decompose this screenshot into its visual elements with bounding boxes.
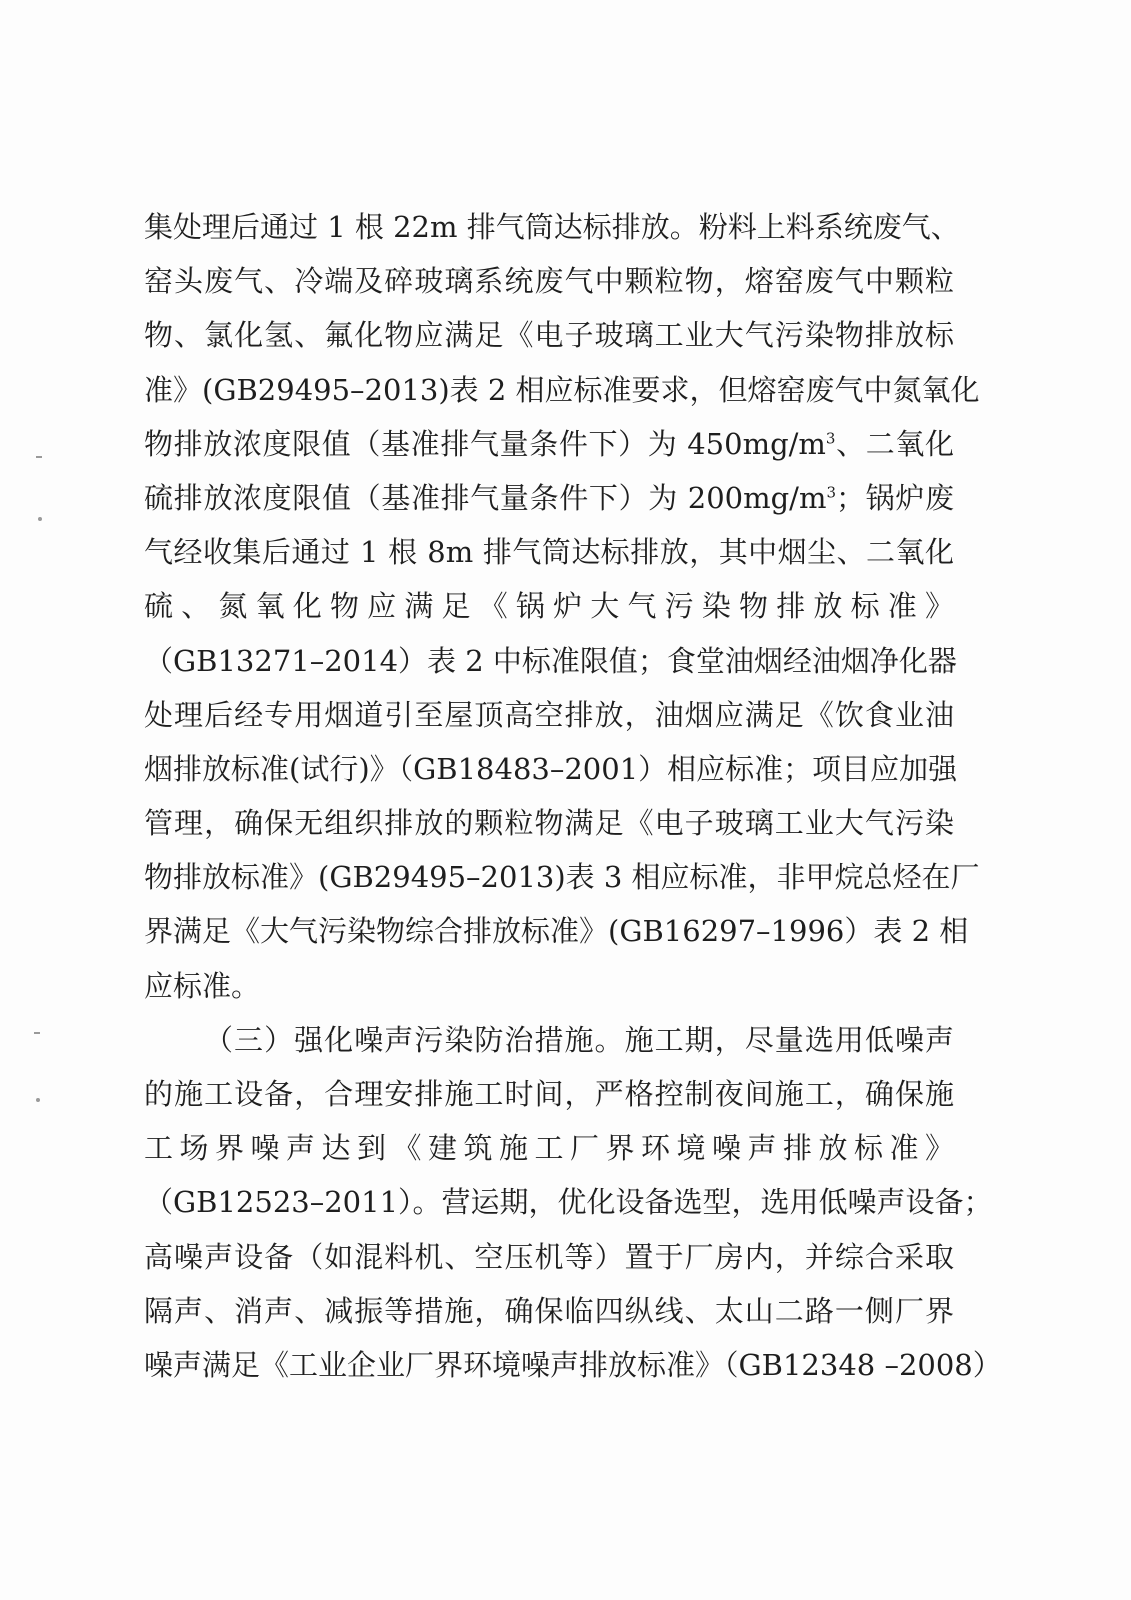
text-line: 的施工设备，合理安排施工时间，严格控制夜间施工，确保施 (144, 1077, 954, 1111)
text-line (144, 417, 954, 471)
text-line: 硫、氮氧化物应满足《锅炉大气污染物排放标准》 (144, 589, 954, 624)
paragraph-heading-line: （三）强化噪声污染防治措施。施工期，尽量选用低噪声 (204, 1022, 954, 1057)
text-line: （GB12523–2011）。营运期，优化设备选型，选用低噪声设备； (144, 1185, 993, 1220)
text-segment: 、二氧化 (835, 426, 954, 461)
text-line: 集处理后通过 1 根 22m 排气筒达标排放。粉料上料系统废气、 (144, 210, 960, 244)
text-segment: 硫排放浓度限值（基准排气量条件下）为 200mg/m (144, 480, 827, 515)
text-line: 烟排放标准(试行)》（GB18483–2001）相应标准；项目应加强 (144, 751, 958, 786)
superscript: 3 (826, 483, 837, 502)
text-line: 应标准。 (144, 968, 261, 1003)
body-text (144, 200, 1002, 1392)
text-line: 界满足《大气污染物综合排放标准》(GB16297–1996）表 2 相 (144, 914, 969, 949)
text-line: 窑头废气、冷端及碎玻璃系统废气中颗粒物，熔窑废气中颗粒 (144, 264, 954, 299)
text-line (144, 471, 954, 525)
text-line: 准》(GB29495–2013)表 2 相应标准要求，但熔窑废气中氮氧化 (144, 372, 980, 407)
scan-mark (36, 456, 42, 458)
text-segment: 物排放浓度限值（基准排气量条件下）为 450mg/m (144, 426, 826, 461)
text-line: 处理后经专用烟道引至屋顶高空排放，油烟应满足《饮食业油 (144, 697, 954, 732)
text-line: 高噪声设备（如混料机、空压机等）置于厂房内，并综合采取 (144, 1239, 954, 1274)
text-line: 气经收集后通过 1 根 8m 排气筒达标排放，其中烟尘、二氧化 (144, 535, 954, 570)
text-segment: ；锅炉废 (836, 480, 954, 515)
scan-mark (36, 1098, 40, 1102)
text-line: 隔声、消声、减振等措施，确保临四纵线、太山二路一侧厂界 (144, 1293, 954, 1328)
text-line: （GB13271–2014）表 2 中标准限值；食堂油烟经油烟净化器 (144, 643, 957, 678)
text-line: 工场界噪声达到《建筑施工厂界环境噪声排放标准》 (144, 1131, 954, 1166)
text-line: 噪声满足《工业企业厂界环境噪声排放标准》（GB12348 –2008） (144, 1347, 1002, 1382)
text-line: 管理，确保无组织排放的颗粒物满足《电子玻璃工业大气污染 (144, 806, 954, 841)
text-line: 物、氯化氢、氟化物应满足《电子玻璃工业大气污染物排放标 (144, 318, 954, 353)
scan-mark (38, 517, 42, 521)
superscript: 3 (825, 429, 836, 448)
text-line: 物排放标准》(GB29495–2013)表 3 相应标准，非甲烷总烃在厂 (144, 860, 980, 895)
scan-mark (34, 1032, 40, 1034)
